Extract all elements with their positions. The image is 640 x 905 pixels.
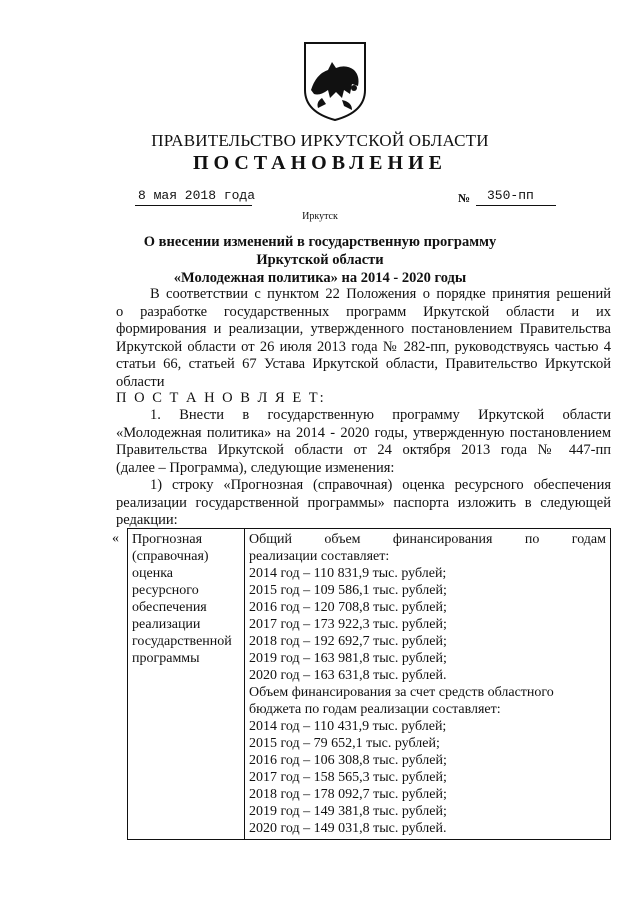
subclause-1-paragraph xyxy=(116,477,611,530)
value-line: бюджета по годам реализации составляет: xyxy=(249,702,501,717)
document-type: ПОСТАНОВЛЕНИЕ xyxy=(193,152,447,174)
text-line: редакции: xyxy=(116,512,178,528)
text-line: реализации государственной программы» паспорта изложить в следующей xyxy=(116,494,611,511)
number-underline xyxy=(476,205,556,206)
label-line: реализации xyxy=(132,617,201,632)
resolve-word: П О С Т А Н О В Л Я Е Т: xyxy=(116,390,326,406)
value-line: 2016 год – 106 308,8 тыс. рублей; xyxy=(249,753,447,768)
value-line: 2017 год – 158 565,3 тыс. рублей; xyxy=(249,770,447,785)
value-line: 2015 год – 79 652,1 тыс. рублей; xyxy=(249,736,440,751)
city: Иркутск xyxy=(302,211,338,222)
passport-table xyxy=(127,528,611,840)
text-line: (далее – Программа), следующие изменения: xyxy=(116,459,395,476)
government-name: ПРАВИТЕЛЬСТВО ИРКУТСКОЙ ОБЛАСТИ xyxy=(151,131,489,150)
label-cell xyxy=(128,529,245,840)
date-underline xyxy=(135,205,252,206)
value-line: 2020 год – 163 631,8 тыс. рублей. xyxy=(249,668,447,683)
clause-1-paragraph xyxy=(116,407,611,477)
document-number: 350-пп xyxy=(487,188,534,203)
label-line: ресурсного xyxy=(132,583,199,598)
text-line: статьи 66, статьей 67 Устава Иркутской области, Правительство Иркутской xyxy=(116,356,611,372)
text-line: «Молодежная политика» на 2014 - 2020 годы, утвержденную постановлением xyxy=(116,424,611,441)
value-line: Общий объем финансирования по годам xyxy=(249,532,606,547)
label-line: оценка xyxy=(132,566,174,581)
value-line: 2018 год – 178 092,7 тыс. рублей; xyxy=(249,787,447,802)
text-line: Иркутской области от 26 июля 2013 года № 282-пп, руководствуясь частью 4 xyxy=(116,338,611,355)
value-line: 2014 год – 110 831,9 тыс. рублей; xyxy=(249,566,447,581)
label-line: государственной xyxy=(132,634,232,649)
value-line: 2014 год – 110 431,9 тыс. рублей; xyxy=(249,719,447,734)
text-line: области xyxy=(116,373,165,390)
value-line: реализации составляет: xyxy=(249,549,390,564)
text-line: В соответствии с пунктом 22 Положения о порядке принятия решений xyxy=(150,286,611,302)
document-title xyxy=(110,233,530,287)
value-line: 2016 год – 120 708,8 тыс. рублей; xyxy=(249,600,447,615)
label-line: программы xyxy=(132,651,200,666)
number-sign: № xyxy=(458,191,471,205)
opening-quote: « xyxy=(112,531,119,546)
label-line: обеспечения xyxy=(132,600,207,615)
value-line: Объем финансирования за счет средств областного xyxy=(249,685,554,700)
label-line: Прогнозная xyxy=(132,532,203,547)
table-row xyxy=(128,529,611,840)
text-line: 1. Внести в государственную программу Иркутской области xyxy=(150,407,611,423)
value-line: 2020 год – 149 031,8 тыс. рублей. xyxy=(249,821,447,836)
text-line: формирования и реализации, утвержденного постановлением Правительства xyxy=(116,321,611,337)
coat-of-arms-icon xyxy=(302,40,368,122)
value-cell xyxy=(245,529,611,840)
value-line: 2019 год – 149 381,8 тыс. рублей; xyxy=(249,804,447,819)
label-line: (справочная) xyxy=(132,549,209,564)
value-line: 2015 год – 109 586,1 тыс. рублей; xyxy=(249,583,447,598)
value-line: 2019 год – 163 981,8 тыс. рублей; xyxy=(249,651,447,666)
text-line: 1) строку «Прогнозная (справочная) оценка ресурсного обеспечения xyxy=(150,477,611,493)
text-line: Правительства Иркутской области от 24 октября 2013 года № 447-пп xyxy=(116,442,611,458)
text-line: о разработке государственных программ Иркутской области и их xyxy=(116,303,611,320)
document-date: 8 мая 2018 года xyxy=(138,188,256,203)
title-line: «Молодежная политика» на 2014 - 2020 годы xyxy=(173,270,467,286)
title-line: О внесении изменений в государственную программу Иркутской области xyxy=(143,234,497,268)
preamble-paragraph xyxy=(116,286,611,391)
value-line: 2017 год – 173 922,3 тыс. рублей; xyxy=(249,617,447,632)
value-line: 2018 год – 192 692,7 тыс. рублей; xyxy=(249,634,447,649)
